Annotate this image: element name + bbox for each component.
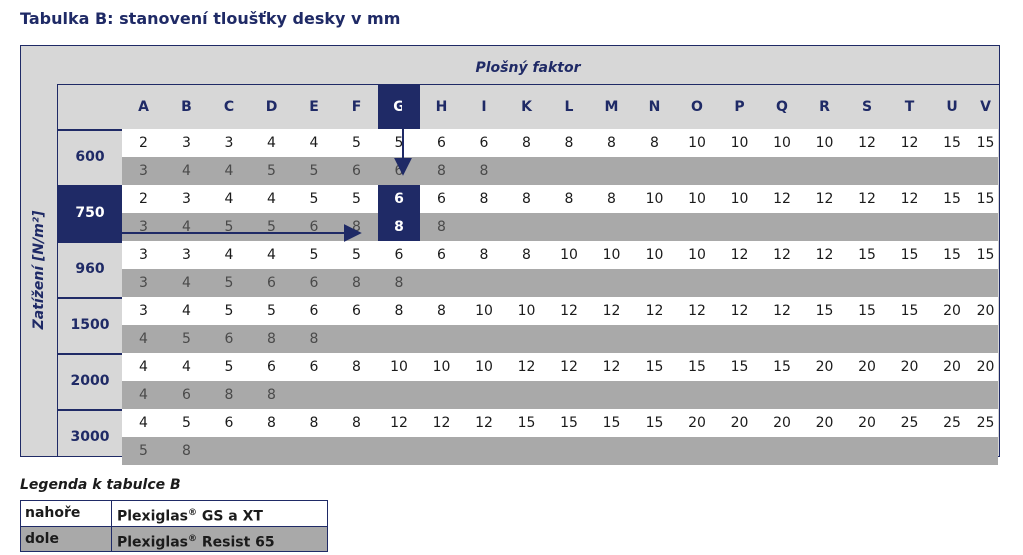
- table-cell: 5: [224, 275, 234, 291]
- row-values-bottom: [122, 325, 998, 353]
- column-letter-o: O: [691, 99, 703, 115]
- table-cell: 4: [224, 247, 234, 263]
- table-cell: 4: [224, 163, 234, 179]
- table-cell: 6: [182, 387, 191, 403]
- table-cell: 6: [309, 359, 319, 375]
- table-cell: 10: [773, 135, 791, 151]
- table-cell: 4: [309, 135, 319, 151]
- row-values-bottom: [122, 213, 998, 241]
- row-values-top: [122, 297, 998, 325]
- table-cell: 3: [139, 303, 148, 319]
- table-cell: 20: [943, 303, 961, 319]
- table-cell: 20: [815, 359, 834, 375]
- load-label: 2000: [70, 373, 110, 389]
- table-cell: 12: [730, 303, 749, 319]
- table-cell: 6: [352, 303, 361, 319]
- table-cell: 15: [943, 135, 961, 151]
- load-label: 750: [58, 185, 122, 241]
- table-cell: 2: [139, 135, 148, 151]
- load-group-750: [58, 185, 998, 241]
- table-cell: 10: [602, 247, 621, 263]
- column-letter-s: S: [861, 99, 873, 115]
- table-cell: 10: [517, 303, 536, 319]
- table-cell: 12: [815, 191, 834, 207]
- load-group-1500: [58, 297, 998, 353]
- table-cell: 12: [858, 191, 876, 207]
- table-cell: 4: [267, 135, 276, 151]
- table-cell: 6: [309, 219, 319, 235]
- legend-row-bottom: [21, 526, 327, 551]
- table-cell: 10: [645, 247, 664, 263]
- load-label: 960: [75, 261, 105, 277]
- table-cell: 8: [437, 219, 446, 235]
- table-cell: 5: [224, 359, 234, 375]
- row-values-bottom: [122, 381, 998, 409]
- table-cell: 15: [976, 191, 995, 207]
- table-cell: 6: [267, 359, 276, 375]
- legend-key: dole: [25, 531, 59, 547]
- table-cell: 5: [182, 415, 191, 431]
- table-cell: 2: [139, 191, 148, 207]
- table-cell: 8: [352, 275, 361, 291]
- legend-value: Plexiglas® GS a XT: [117, 508, 263, 525]
- column-header-plosny-faktor: Plošný faktor: [475, 60, 581, 76]
- table-cell: 20: [688, 415, 706, 431]
- column-letter-h: H: [435, 99, 448, 115]
- table-cell: 20: [730, 415, 749, 431]
- table-cell: 15: [517, 415, 536, 431]
- table-cell: 10: [560, 247, 578, 263]
- table-cell: 20: [858, 415, 876, 431]
- table-cell: 15: [858, 303, 876, 319]
- table-cell: 20: [976, 303, 995, 319]
- table-cell: 10: [688, 135, 706, 151]
- load-group-600: [58, 129, 998, 185]
- table-cell: 3: [182, 247, 191, 263]
- table-cell: 4: [182, 163, 191, 179]
- load-group-2000: [58, 353, 998, 409]
- table-cell: 15: [560, 415, 578, 431]
- table-cell: 8: [522, 191, 531, 207]
- table-cell: 8: [607, 135, 616, 151]
- column-letter-m: M: [604, 99, 619, 115]
- table-cell: 4: [139, 331, 148, 347]
- table-cell: 12: [773, 303, 791, 319]
- table-cell: 10: [688, 247, 706, 263]
- table-cell: 12: [517, 359, 536, 375]
- row-values-top: [122, 409, 998, 437]
- table-cell: 12: [688, 303, 706, 319]
- table-cell: 3: [182, 135, 191, 151]
- table-cell: 3: [139, 275, 148, 291]
- table-cell: 12: [730, 247, 749, 263]
- table-cell: 12: [773, 247, 791, 263]
- table-cell: 5: [352, 247, 361, 263]
- table-cell: 20: [858, 359, 876, 375]
- table-cell: 3: [139, 163, 148, 179]
- table-cell: 5: [224, 303, 234, 319]
- table-cell: 6: [352, 163, 361, 179]
- table-cell: 20: [773, 415, 791, 431]
- table-cell: 8: [378, 213, 420, 241]
- table-cell: 5: [309, 191, 319, 207]
- table-cell: 15: [645, 415, 664, 431]
- table-cell: 20: [943, 359, 961, 375]
- table-cell: 12: [773, 191, 791, 207]
- table-body: [57, 84, 999, 459]
- table-cell: 4: [182, 359, 191, 375]
- row-values-bottom: [122, 437, 998, 465]
- table-cell: 8: [352, 415, 361, 431]
- table-cell: 10: [730, 135, 749, 151]
- table-cell: 8: [522, 135, 531, 151]
- column-letter-r: R: [819, 99, 830, 115]
- table-cell: 4: [139, 359, 148, 375]
- table-cell: 8: [564, 191, 574, 207]
- table-cell: 20: [976, 359, 995, 375]
- table-cell: 3: [139, 247, 148, 263]
- table-cell: 4: [224, 191, 234, 207]
- row-values-top: [122, 185, 998, 213]
- table-cell: 4: [139, 387, 148, 403]
- table-cell: 6: [479, 135, 489, 151]
- table-cell: 8: [267, 387, 276, 403]
- load-group-960: [58, 241, 998, 297]
- table-cell: 12: [602, 303, 621, 319]
- column-letter-u: U: [946, 99, 958, 115]
- row-values-top: [122, 353, 998, 381]
- table-cell: 15: [645, 359, 664, 375]
- table-cell: 12: [900, 135, 919, 151]
- table-cell: 20: [815, 415, 834, 431]
- column-letter-k: K: [521, 99, 532, 115]
- table-cell: 4: [182, 219, 191, 235]
- table-cell: 3: [139, 219, 148, 235]
- table-cell: 8: [267, 415, 276, 431]
- table-cell: 5: [139, 443, 148, 459]
- table-cell: 6: [309, 275, 319, 291]
- table-cell: 12: [560, 303, 578, 319]
- table-cell: 8: [650, 135, 659, 151]
- table-cell: 12: [475, 415, 493, 431]
- table-cell: 15: [900, 247, 919, 263]
- table-cell: 8: [309, 415, 319, 431]
- table-cell: 8: [564, 135, 574, 151]
- table-cell: 6: [378, 185, 420, 213]
- table-cell: 8: [224, 387, 234, 403]
- column-letter-t: T: [904, 99, 915, 115]
- column-letter-q: Q: [776, 99, 788, 115]
- table-cell: 8: [352, 219, 361, 235]
- row-values-bottom: [122, 157, 998, 185]
- table-cell: 25: [943, 415, 961, 431]
- column-letter-a: A: [138, 99, 149, 115]
- table-cell: 15: [900, 303, 919, 319]
- table-cell: 15: [858, 247, 876, 263]
- table-cell: 8: [394, 275, 404, 291]
- table-cell: 6: [309, 303, 319, 319]
- table-cell: 8: [267, 331, 276, 347]
- table-cell: 12: [815, 247, 834, 263]
- table-cell: 4: [267, 191, 276, 207]
- table-cell: 5: [352, 191, 361, 207]
- table-cell: 8: [309, 331, 319, 347]
- table-cell: 4: [267, 247, 276, 263]
- table-cell: 20: [900, 359, 919, 375]
- table-cell: 12: [858, 135, 876, 151]
- table-cell: 15: [602, 415, 621, 431]
- table-cell: 6: [267, 275, 276, 291]
- column-letter-b: B: [181, 99, 192, 115]
- row-values-bottom: [122, 269, 998, 297]
- table-cell: 10: [815, 135, 834, 151]
- legend-value: Plexiglas® Resist 65: [117, 534, 275, 551]
- column-letter-l: L: [564, 99, 574, 115]
- load-label: 600: [75, 149, 105, 165]
- table-cell: 5: [394, 135, 404, 151]
- legend-key: nahoře: [25, 505, 81, 521]
- column-letter-e: E: [309, 99, 319, 115]
- table-cell: 12: [560, 359, 578, 375]
- table-cell: 8: [522, 247, 531, 263]
- column-letter-n: N: [648, 99, 661, 115]
- table-cell: 12: [602, 359, 621, 375]
- table-cell: 15: [976, 135, 995, 151]
- table-cell: 25: [900, 415, 919, 431]
- table-cell: 6: [437, 135, 446, 151]
- table-cell: 15: [773, 359, 791, 375]
- table-cell: 4: [139, 415, 148, 431]
- table-cell: 5: [352, 135, 361, 151]
- column-letter-c: C: [223, 99, 235, 115]
- load-label: 3000: [70, 429, 110, 445]
- column-letter-v: V: [980, 99, 991, 115]
- table-cell: 3: [182, 191, 191, 207]
- table-cell: 25: [976, 415, 995, 431]
- row-values-top: [122, 129, 998, 157]
- table-cell: 10: [475, 359, 493, 375]
- table-cell: 6: [437, 247, 446, 263]
- table-title: Tabulka B: stanovení tloušťky desky v mm: [20, 9, 401, 28]
- table-cell: 10: [432, 359, 451, 375]
- column-letter-d: D: [265, 99, 278, 115]
- table-cell: 6: [437, 191, 446, 207]
- thickness-table: [20, 45, 1000, 457]
- letter-header-row: [122, 85, 998, 129]
- table-cell: 5: [267, 303, 276, 319]
- legend-row-top: [21, 501, 327, 526]
- column-letter-i: I: [481, 99, 487, 115]
- table-cell: 5: [182, 331, 191, 347]
- table-cell: 6: [394, 247, 404, 263]
- column-letter-p: P: [734, 99, 745, 115]
- table-cell: 15: [815, 303, 834, 319]
- table-cell: 12: [432, 415, 451, 431]
- load-label: 1500: [70, 317, 110, 333]
- table-cell: 8: [437, 303, 446, 319]
- table-cell: 10: [475, 303, 493, 319]
- table-cell: 8: [182, 443, 191, 459]
- column-letter-g: G: [378, 85, 420, 129]
- table-cell: 15: [730, 359, 749, 375]
- table-cell: 3: [224, 135, 234, 151]
- legend-table: [20, 500, 328, 552]
- row-values-top: [122, 241, 998, 269]
- load-group-3000: [58, 409, 998, 465]
- table-cell: 8: [394, 303, 404, 319]
- table-cell: 15: [943, 247, 961, 263]
- row-axis-label: Zatížení [N/m²]: [31, 210, 47, 330]
- table-cell: 6: [394, 163, 404, 179]
- table-cell: 4: [182, 303, 191, 319]
- table-cell: 12: [390, 415, 408, 431]
- table-cell: 15: [976, 247, 995, 263]
- table-cell: 8: [352, 359, 361, 375]
- table-cell: 15: [688, 359, 706, 375]
- table-cell: 4: [182, 275, 191, 291]
- table-cell: 5: [309, 247, 319, 263]
- table-cell: 6: [224, 415, 234, 431]
- table-cell: 6: [224, 331, 234, 347]
- table-cell: 12: [645, 303, 664, 319]
- table-cell: 8: [607, 191, 616, 207]
- table-cell: 10: [688, 191, 706, 207]
- table-cell: 5: [267, 163, 276, 179]
- table-cell: 8: [437, 163, 446, 179]
- table-cell: 5: [224, 219, 234, 235]
- table-cell: 8: [479, 247, 489, 263]
- table-cell: 10: [390, 359, 408, 375]
- column-letter-f: F: [351, 99, 362, 115]
- table-cell: 5: [309, 163, 319, 179]
- table-cell: 10: [645, 191, 664, 207]
- table-cell: 8: [479, 191, 489, 207]
- legend-title: Legenda k tabulce B: [20, 477, 181, 493]
- table-cell: 15: [943, 191, 961, 207]
- table-cell: 12: [900, 191, 919, 207]
- table-cell: 5: [267, 219, 276, 235]
- table-cell: 10: [730, 191, 749, 207]
- table-cell: 8: [479, 163, 489, 179]
